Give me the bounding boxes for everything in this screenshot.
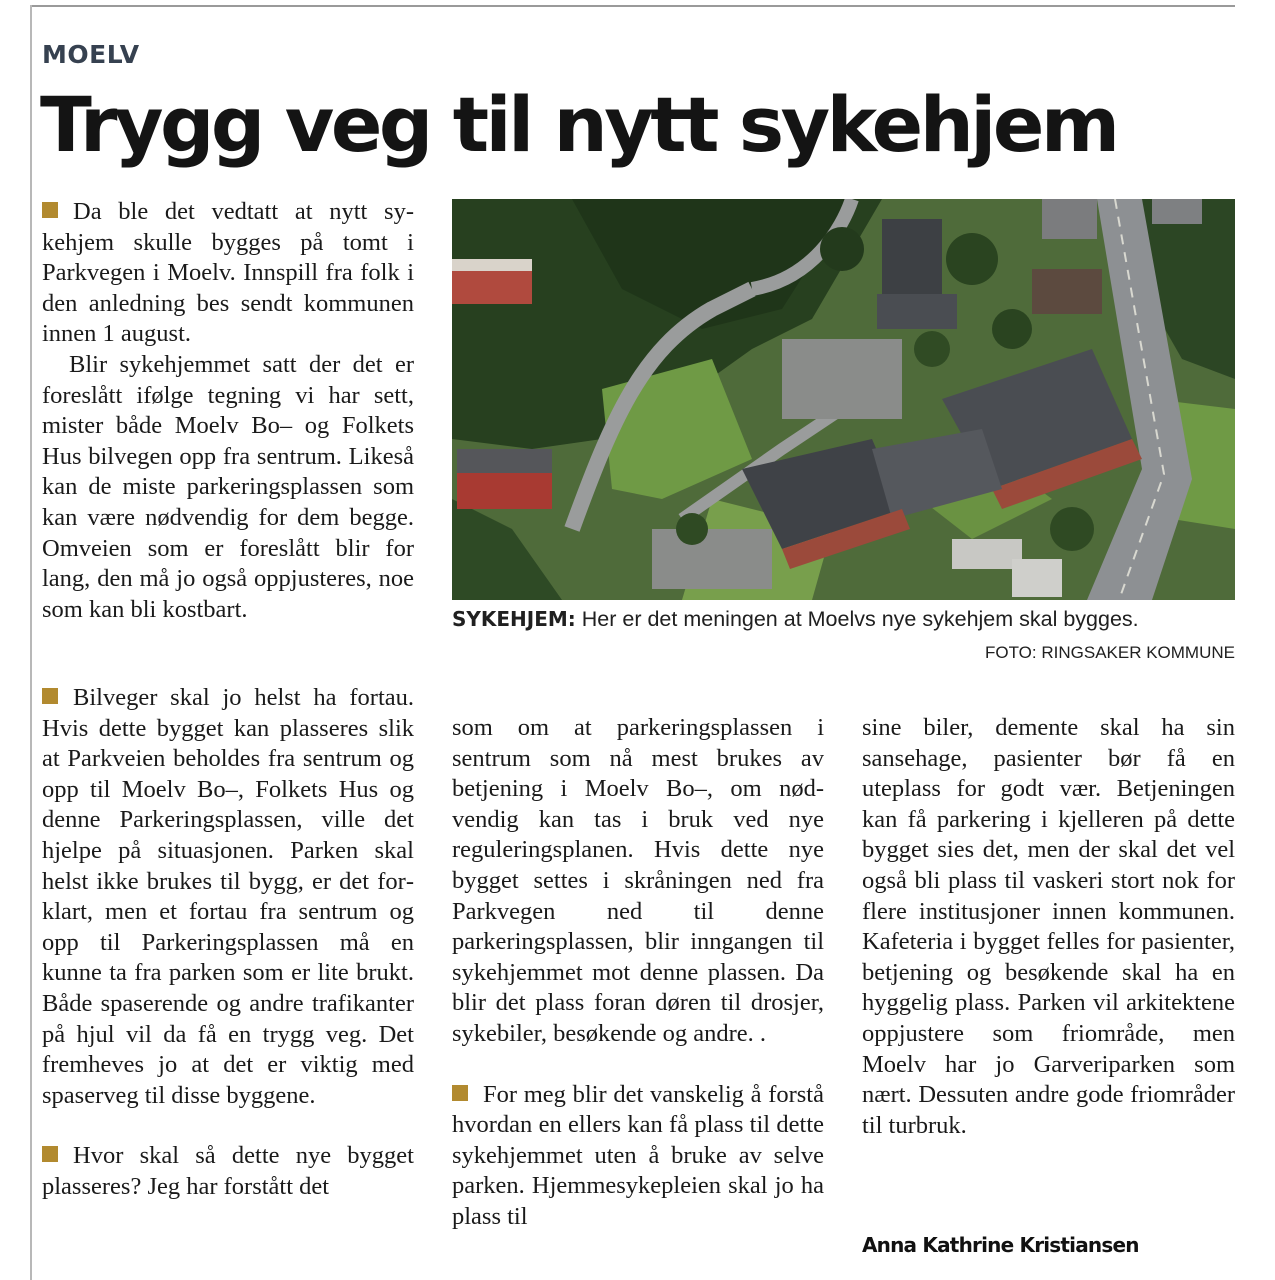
top-rule: [30, 5, 1235, 7]
bullet-square-icon: [42, 1146, 58, 1162]
photo-credit: FOTO: RINGSAKER KOMMUNE: [985, 643, 1235, 662]
aerial-photo: [452, 199, 1235, 600]
column-1-bottom: [42, 683, 414, 1203]
paragraph-5: For meg blir det vanskelig å forstå hvordan en ellers kan få plass til dette sykehjemmet uten å bruke av selve parken. Hjemmesykepleien skal jo ha plass til: [452, 1080, 824, 1230]
column-3: [862, 713, 1235, 1141]
paragraph-2: Blir sykehjemmet satt der det er foreslått ifølge tegning vi har sett, mister både Moelv Bo– og Folkets Hus bilvegen opp fra sentrum. Likeså kan de miste parkeringsplassen som kan være nødvendig for dem begge. Omveien som er foreslått blir for lang, den må jo også oppjusteres, noe som kan bli kostbart.: [42, 350, 414, 623]
paragraph-3: Bilveger skal jo helst ha fortau. Hvis dette bygget kan plasseres slik at Parkveien beholdes fra sentrum og opp til Moelv Bo–, Folkets Hus og denne Parkeringsplassen, ville det hjelpe på situasjonen. Parken skal helst ikke brukes til bygg, er det forklart, men et fortau fra sentrum og opp til Parkeringsplassen må en kunne ta fra parken som er lite brukt. Både spaserende og andre trafikanter på hjul vil da få en trygg veg. Det fremheves jo at det er viktig med spaserveg til disse byggene.: [42, 684, 414, 1109]
paragraph-4: Hvor skal så dette nye bygget plasseres? Jeg har forstått det: [42, 1142, 414, 1200]
left-rule: [30, 5, 32, 1280]
column-1-top: [42, 197, 414, 625]
column-2: [452, 713, 824, 1233]
section-label: MOELV: [42, 40, 140, 69]
paragraph-1: Da ble det vedtatt at nytt sykehjem skulle bygges på tomt i Parkvegen i Moelv. Innspill fra folk i den anledning bes sendt kommunen innen 1 august.: [42, 198, 414, 348]
bullet-square-icon: [42, 202, 58, 218]
headline: Trygg veg til nytt sykehjem: [40, 80, 1117, 169]
bullet-square-icon: [42, 688, 58, 704]
aerial-photo-illustration: [452, 199, 1235, 600]
paragraph-4-continued: som om at parkeringsplassen i sentrum som nå mest brukes av betjening i Moelv Bo–, om nødvendig kan tas i bruk ved nye reguleringsplanen. Hvis dette nye bygget settes i skråningen ned fra Parkvegen ned til denne parkeringsplassen, blir inngangen til sykehjemmet mot denne plassen. Da blir det plass foran døren til drosjer, sykebiler, besøkende og andre. .: [452, 714, 824, 1047]
byline: Anna Kathrine Kristiansen: [862, 1233, 1139, 1257]
photo-caption: [452, 607, 1242, 632]
paragraph-5-continued: sine biler, demente skal ha sin sansehage, pasienter bør få en uteplass for godt vær. Betjeningen kan få parkering i kjelleren på dette bygget sies det, men der skal det vel også bli plass til vaskeri stort nok for flere institusjoner innen kommunen. Kafeteria i bygget felles for pasienter, betjening og besøkende skal ha en hyggelig plass. Parken vil arkitektene oppjustere som friområde, men Moelv har jo Garveriparken som nært. Dessuten andre gode friområder til turbruk.: [862, 714, 1235, 1139]
caption-label: SYKEHJEM:: [452, 607, 576, 631]
bullet-square-icon: [452, 1085, 468, 1101]
caption-text: Her er det meningen at Moelvs nye sykehjem skal bygges.: [575, 607, 1139, 631]
